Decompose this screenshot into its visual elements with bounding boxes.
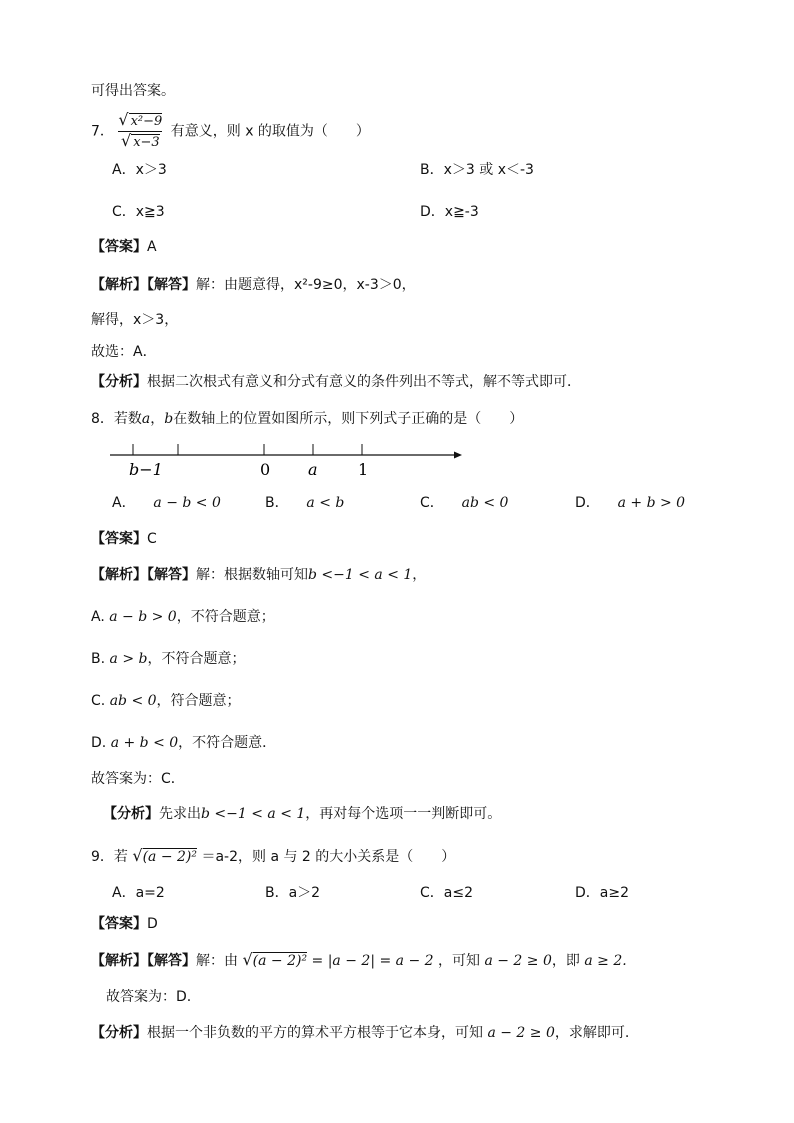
q8-item-c: C. ab < 0，符合题意； <box>91 693 241 709</box>
q8-item-a: A. a − b > 0，不符合题意； <box>91 609 275 625</box>
q9-conclusion: 故答案为：D. <box>106 989 192 1005</box>
q8-answer: 【答案】C <box>91 531 157 547</box>
q8-summary: 【分析】先求出b <−1 < a < 1，再对每个选项一一判断即可。 <box>103 806 502 822</box>
q9-option-c: C．a≤2 <box>420 885 473 901</box>
q8-analysis: 【解析】【解答】解：根据数轴可知b <−1 < a < 1， <box>91 567 427 583</box>
axis-label-b-minus-1: b−1 <box>129 460 163 479</box>
q8-item-d: D. a + b < 0，不符合题意． <box>91 735 277 751</box>
q7-option-d: D．x≧-3 <box>420 204 479 220</box>
sqrt-icon: √ <box>118 110 129 129</box>
q9-analysis: 【解析】【解答】解：由 √(a − 2)² = |a − 2| = a − 2 ，可知 a − 2 ≥ 0，即 a ≥ 2. <box>91 950 627 969</box>
number-line <box>100 438 470 480</box>
q7-option-c: C．x≧3 <box>112 204 165 220</box>
q8-stem: 8．若数a，b在数轴上的位置如图所示，则下列式子正确的是（ ） <box>91 411 524 427</box>
q8-item-b: B. a > b，不符合题意； <box>91 651 246 667</box>
q8-option-c: C． ab < 0 <box>420 495 509 511</box>
sqrt-icon: √ <box>120 131 132 150</box>
q7-analysis: 【解析】【解答】解：由题意得，x²-9≥0，x-3＞0， <box>91 277 416 293</box>
q7-option-b: B．x＞3 或 x＜-3 <box>420 162 534 178</box>
q7-stem-text: 有意义，则 x 的取值为（ ） <box>170 123 370 140</box>
q8-option-d: D． a + b > 0 <box>575 495 686 511</box>
q8-conclusion: 故答案为：C． <box>91 771 185 787</box>
q8-option-b: B． a < b <box>265 495 345 511</box>
q7-stem <box>91 112 370 151</box>
q9-option-d: D．a≥2 <box>575 885 629 901</box>
axis-label-1: 1 <box>358 460 369 479</box>
sqrt-icon: √ <box>242 950 253 969</box>
q7-line3: 故选：A． <box>91 344 157 360</box>
q7-summary: 【分析】根据二次根式有意义和分式有意义的条件列出不等式，解不等式即可． <box>91 374 581 390</box>
q9-option-b: B．a＞2 <box>265 885 321 901</box>
q9-stem: 9．若 √(a − 2)² ＝a-2，则 a 与 2 的大小关系是（ ） <box>91 846 456 865</box>
q9-option-a: A．a=2 <box>112 885 165 901</box>
axis-label-0: 0 <box>260 460 271 479</box>
intro-line: 可得出答案。 <box>91 83 175 99</box>
q9-answer: 【答案】D <box>91 916 158 932</box>
q8-option-a: A． a − b < 0 <box>112 495 221 511</box>
q9-summary: 【分析】根据一个非负数的平方的算术平方根等于它本身，可知 a − 2 ≥ 0，求解即可. <box>91 1025 630 1041</box>
q7-option-a: A．x＞3 <box>112 162 167 178</box>
arrow-right-icon <box>454 452 462 459</box>
q7-fraction: $\frac{\text{√ x²−9}}{√ x-3}$ <box>118 110 163 150</box>
sqrt-icon: √ <box>132 846 143 865</box>
q7-number: 7． <box>91 123 114 140</box>
q7-answer: 【答案】A <box>91 239 157 255</box>
q7-line2: 解得，x＞3， <box>91 312 179 328</box>
axis-label-a: a <box>308 460 318 479</box>
